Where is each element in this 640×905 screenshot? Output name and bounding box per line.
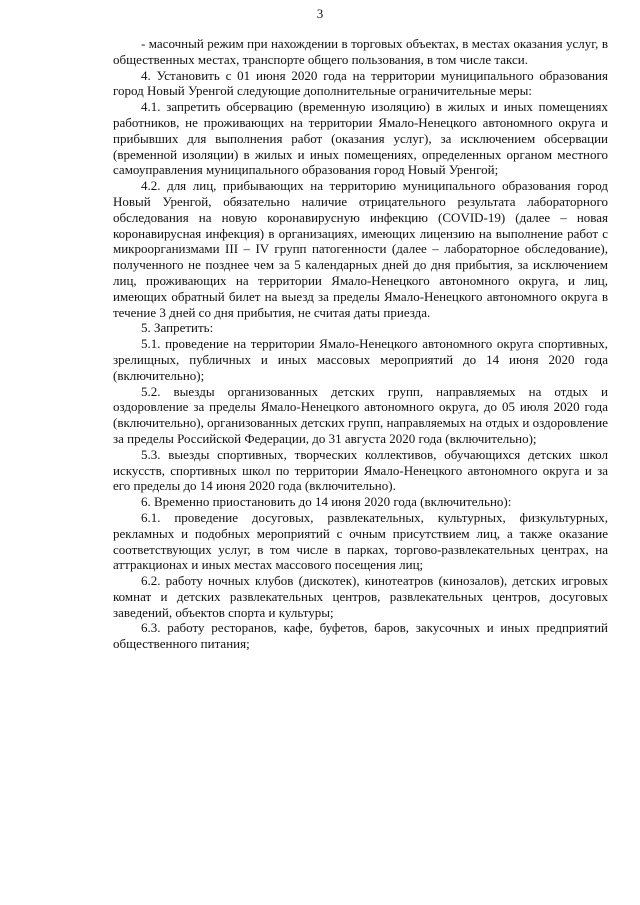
paragraph-5-3: 5.3. выезды спортивных, творческих коллективов, обучающихся детских школ искусств, спортивных школ по территории Ямало-Ненецкого автономного округа и за его пределы до 14 июня 2020 года (включительно). bbox=[113, 446, 608, 494]
paragraph-4-2: 4.2. для лиц, прибывающих на территорию муниципального образования город Новый Уренгой, обязательно наличие отрицательного результата лабораторного обследования на новую коронавирусную инфекцию (COVID-19) (далее – новая коронавирусная инфекция) в организациях, имеющих лицензию на выполнение работ с микроорганизмами III – IV групп патогенности (далее – лабораторное обследование), полученного не позднее чем за 5 календарных дней до дня прибытия, за исключением лиц, проживающих на территории Ямало-Ненецкого автономного округа, и лиц, имеющих обратный билет на выезд за пределы Ямало-Ненецкого автономного округа в течение 3 дней со дня прибытия, не считая даты приезда. bbox=[113, 178, 608, 320]
paragraph-5: 5. Запретить: bbox=[141, 320, 214, 336]
document-body bbox=[113, 36, 608, 652]
paragraph-4: 4. Установить с 01 июня 2020 года на территории муниципального образования город Новый Уренгой следующие дополнительные ограничительные меры: bbox=[113, 67, 608, 99]
paragraph-6-1: 6.1. проведение досуговых, развлекательных, культурных, физкультурных, рекламных и подобных мероприятий с очным присутствием лиц, а также оказание соответствующих услуг, в том числе в парках, торгово-развлекательных центрах, на аттракционах и иных местах массового посещения лиц; bbox=[113, 509, 608, 573]
paragraph-6-2: 6.2. работу ночных клубов (дискотек), кинотеатров (кинозалов), детских игровых комнат и детских развлекательных центров, развлекательных центров, досуговых заведений, объектов спорта и культуры; bbox=[113, 573, 608, 620]
paragraph-5-2: 5.2. выезды организованных детских групп, направляемых на отдых и оздоровление за пределы Ямало-Ненецкого автономного округа, до 05 июля 2020 года (включительно), организованных детских групп, направляемых на отдых и оздоровление за пределы Российской Федерации, до 31 августа 2020 года (включительно); bbox=[113, 383, 608, 446]
page-number: 3 bbox=[316, 6, 324, 21]
paragraph-6-3: 6.3. работу ресторанов, кафе, буфетов, баров, закусочных и иных предприятий общественного питания; bbox=[113, 620, 608, 652]
paragraph-4-1: 4.1. запретить обсервацию (временную изоляцию) в жилых и иных помещениях работников, не проживающих на территории Ямало-Ненецкого автономного округа и прибывших для выполнения работ (оказания услуг), за исключением обсервации (временной изоляции) в жилых и иных помещениях, определенных органом местного самоуправления муниципального образования город Новый Уренгой; bbox=[113, 99, 608, 178]
paragraph-6: 6. Временно приостановить до 14 июня 2020 года (включительно): bbox=[141, 494, 512, 510]
paragraph-5-1: 5.1. проведение на территории Ямало-Ненецкого автономного округа спортивных, зрелищных, публичных и иных массовых мероприятий до 14 июня 2020 года (включительно); bbox=[113, 336, 608, 383]
paragraph-mask-regime: - масочный режим при нахождении в торговых объектах, в местах оказания услуг, в общественных местах, транспорте общего пользования, в том числе такси. bbox=[113, 36, 608, 67]
